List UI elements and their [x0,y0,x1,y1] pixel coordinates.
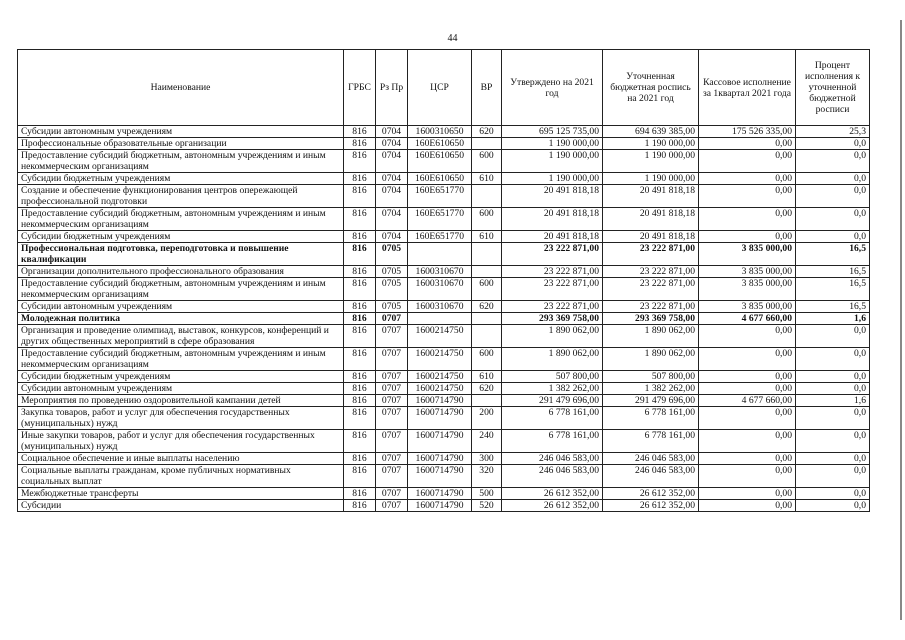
cell-csr: 1600714790 [408,395,472,407]
cell-approved: 23 222 871,00 [502,243,603,266]
cell-refined: 1 190 000,00 [603,138,699,150]
cell-refined: 20 491 818,18 [603,231,699,243]
cell-percent: 0,0 [796,500,870,512]
cell-percent: 0,0 [796,185,870,208]
cell-approved: 6 778 161,00 [502,407,603,430]
table-row [18,301,870,313]
cell-rzpr: 0707 [376,325,408,348]
cell-csr: 1600714790 [408,430,472,453]
cell-csr: 1600714790 [408,453,472,465]
cell-grbs: 816 [344,231,376,243]
cell-vr: 600 [472,208,502,231]
cell-cash: 0,00 [699,231,796,243]
cell-rzpr: 0704 [376,231,408,243]
table-row [18,465,870,488]
cell-cash: 0,00 [699,173,796,185]
cell-csr: 1600714790 [408,407,472,430]
cell-rzpr: 0707 [376,465,408,488]
cell-vr [472,313,502,325]
cell-csr: 1600310670 [408,301,472,313]
table-body [18,126,870,512]
cell-name: Организации дополнительного профессионального образования [18,266,344,278]
table-row [18,395,870,407]
cell-vr: 620 [472,383,502,395]
cell-cash: 3 835 000,00 [699,278,796,301]
cell-vr: 240 [472,430,502,453]
page-number: 44 [447,33,458,44]
cell-csr [408,313,472,325]
cell-percent: 0,0 [796,453,870,465]
cell-grbs: 816 [344,488,376,500]
cell-vr: 610 [472,231,502,243]
cell-vr: 620 [472,301,502,313]
cell-approved: 1 890 062,00 [502,325,603,348]
cell-vr [472,395,502,407]
cell-approved: 1 190 000,00 [502,173,603,185]
table-row [18,243,870,266]
table-row [18,430,870,453]
cell-vr: 600 [472,150,502,173]
cell-name: Мероприятия по проведению оздоровительной кампании детей [18,395,344,407]
table-row [18,266,870,278]
cell-name: Субсидии автономным учреждениям [18,383,344,395]
cell-vr: 610 [472,173,502,185]
cell-grbs: 816 [344,407,376,430]
cell-cash: 0,00 [699,348,796,371]
cell-grbs: 816 [344,371,376,383]
cell-csr: 1600214750 [408,348,472,371]
cell-csr: 1600310670 [408,278,472,301]
cell-name: Предоставление субсидий бюджетным, автономным учреждениям и иным некоммерческим организациям [18,348,344,371]
cell-cash: 0,00 [699,407,796,430]
cell-cash: 0,00 [699,430,796,453]
cell-percent: 0,0 [796,150,870,173]
cell-rzpr: 0705 [376,301,408,313]
cell-name: Профессиональные образовательные организации [18,138,344,150]
cell-rzpr: 0707 [376,383,408,395]
cell-grbs: 816 [344,383,376,395]
header-percent: Процент исполнения к уточненной бюджетной росписи [796,50,870,126]
cell-rzpr: 0707 [376,500,408,512]
cell-grbs: 816 [344,150,376,173]
cell-csr: 1600214750 [408,371,472,383]
cell-cash: 0,00 [699,383,796,395]
cell-grbs: 816 [344,325,376,348]
cell-approved: 20 491 818,18 [502,185,603,208]
table-row [18,231,870,243]
cell-name: Молодежная политика [18,313,344,325]
cell-refined: 6 778 161,00 [603,407,699,430]
cell-percent: 25,3 [796,126,870,138]
cell-refined: 23 222 871,00 [603,301,699,313]
table-row [18,453,870,465]
cell-grbs: 816 [344,313,376,325]
cell-percent: 0,0 [796,407,870,430]
cell-rzpr: 0707 [376,407,408,430]
cell-rzpr: 0707 [376,453,408,465]
header-name: Наименование [18,50,344,126]
cell-refined: 26 612 352,00 [603,488,699,500]
cell-vr: 200 [472,407,502,430]
cell-percent: 0,0 [796,488,870,500]
cell-vr: 620 [472,126,502,138]
cell-percent: 0,0 [796,325,870,348]
cell-approved: 1 190 000,00 [502,150,603,173]
cell-refined: 246 046 583,00 [603,465,699,488]
cell-refined: 23 222 871,00 [603,243,699,266]
cell-approved: 1 382 262,00 [502,383,603,395]
cell-csr: 1600214750 [408,383,472,395]
cell-csr: 160Е610650 [408,173,472,185]
cell-cash: 0,00 [699,453,796,465]
cell-percent: 0,0 [796,383,870,395]
cell-csr: 1600310670 [408,266,472,278]
cell-name: Предоставление субсидий бюджетным, автономным учреждениям и иным некоммерческим организациям [18,278,344,301]
cell-name: Иные закупки товаров, работ и услуг для обеспечения государственных (муниципальных) нужд [18,430,344,453]
cell-rzpr: 0707 [376,430,408,453]
cell-rzpr: 0704 [376,208,408,231]
cell-vr [472,266,502,278]
header-approved: Утверждено на 2021 год [502,50,603,126]
cell-approved: 246 046 583,00 [502,465,603,488]
cell-name: Социальные выплаты гражданам, кроме публичных нормативных социальных выплат [18,465,344,488]
header-grbs: ГРБС [344,50,376,126]
cell-grbs: 816 [344,465,376,488]
cell-cash: 0,00 [699,150,796,173]
table-row [18,371,870,383]
cell-csr: 1600714790 [408,465,472,488]
cell-refined: 1 190 000,00 [603,150,699,173]
cell-cash: 0,00 [699,208,796,231]
cell-csr: 160Е651770 [408,208,472,231]
cell-cash: 0,00 [699,371,796,383]
cell-name: Субсидии бюджетным учреждениям [18,173,344,185]
table-row [18,208,870,231]
cell-name: Субсидии автономным учреждениям [18,126,344,138]
cell-percent: 16,5 [796,266,870,278]
cell-csr: 160Е610650 [408,150,472,173]
cell-rzpr: 0704 [376,138,408,150]
cell-rzpr: 0704 [376,185,408,208]
cell-grbs: 816 [344,278,376,301]
table-row [18,138,870,150]
cell-name: Организация и проведение олимпиад, выставок, конкурсов, конференций и других общественных мероприятий в сфере образования [18,325,344,348]
cell-rzpr: 0707 [376,313,408,325]
cell-name: Предоставление субсидий бюджетным, автономным учреждениям и иным некоммерческим организациям [18,208,344,231]
cell-grbs: 816 [344,266,376,278]
cell-grbs: 816 [344,243,376,266]
cell-percent: 1,6 [796,395,870,407]
cell-cash: 0,00 [699,500,796,512]
cell-grbs: 816 [344,453,376,465]
cell-grbs: 816 [344,185,376,208]
table-row [18,500,870,512]
cell-rzpr: 0704 [376,126,408,138]
cell-rzpr: 0707 [376,395,408,407]
header-csr: ЦСР [408,50,472,126]
cell-percent: 0,0 [796,231,870,243]
cell-vr: 320 [472,465,502,488]
cell-refined: 694 639 385,00 [603,126,699,138]
budget-table [17,49,870,512]
header-refined: Уточненная бюджетная роспись на 2021 год [603,50,699,126]
cell-name: Субсидии бюджетным учреждениям [18,371,344,383]
cell-approved: 291 479 696,00 [502,395,603,407]
cell-refined: 20 491 818,18 [603,208,699,231]
cell-refined: 26 612 352,00 [603,500,699,512]
table-row [18,348,870,371]
cell-name: Субсидии автономным учреждениям [18,301,344,313]
cell-approved: 20 491 818,18 [502,231,603,243]
cell-name: Создание и обеспечение функционирования центров опережающей профессиональной подготовки [18,185,344,208]
cell-name: Предоставление субсидий бюджетным, автономным учреждениям и иным некоммерческим организациям [18,150,344,173]
cell-percent: 0,0 [796,173,870,185]
cell-cash: 3 835 000,00 [699,266,796,278]
cell-refined: 507 800,00 [603,371,699,383]
cell-refined: 1 890 062,00 [603,348,699,371]
cell-refined: 23 222 871,00 [603,278,699,301]
cell-approved: 1 190 000,00 [502,138,603,150]
cell-refined: 1 382 262,00 [603,383,699,395]
cell-name: Социальное обеспечение и иные выплаты населению [18,453,344,465]
cell-vr [472,243,502,266]
cell-approved: 20 491 818,18 [502,208,603,231]
cell-cash: 175 526 335,00 [699,126,796,138]
cell-rzpr: 0705 [376,266,408,278]
cell-percent: 0,0 [796,465,870,488]
cell-vr [472,325,502,348]
cell-csr: 160Е651770 [408,185,472,208]
table-row [18,488,870,500]
cell-csr: 1600310650 [408,126,472,138]
cell-cash: 3 835 000,00 [699,243,796,266]
cell-rzpr: 0707 [376,371,408,383]
cell-cash: 0,00 [699,488,796,500]
cell-approved: 6 778 161,00 [502,430,603,453]
cell-csr [408,243,472,266]
header-rzpr: Рз Пр [376,50,408,126]
cell-percent: 0,0 [796,348,870,371]
cell-approved: 246 046 583,00 [502,453,603,465]
cell-cash: 0,00 [699,325,796,348]
cell-vr: 500 [472,488,502,500]
cell-vr: 600 [472,278,502,301]
cell-cash: 0,00 [699,185,796,208]
cell-name: Закупка товаров, работ и услуг для обеспечения государственных (муниципальных) нужд [18,407,344,430]
cell-percent: 0,0 [796,138,870,150]
cell-refined: 20 491 818,18 [603,185,699,208]
cell-approved: 23 222 871,00 [502,278,603,301]
cell-cash: 3 835 000,00 [699,301,796,313]
header-row [18,50,870,126]
cell-approved: 23 222 871,00 [502,266,603,278]
cell-grbs: 816 [344,138,376,150]
cell-percent: 1,6 [796,313,870,325]
cell-percent: 16,5 [796,278,870,301]
cell-rzpr: 0705 [376,243,408,266]
table-row [18,278,870,301]
cell-percent: 0,0 [796,371,870,383]
table-row [18,173,870,185]
cell-refined: 293 369 758,00 [603,313,699,325]
cell-cash: 4 677 660,00 [699,313,796,325]
cell-grbs: 816 [344,173,376,185]
cell-rzpr: 0704 [376,173,408,185]
header-vr: ВР [472,50,502,126]
cell-approved: 507 800,00 [502,371,603,383]
table-row [18,325,870,348]
cell-rzpr: 0705 [376,278,408,301]
scan-edge-line [900,20,902,620]
cell-grbs: 816 [344,301,376,313]
table-row [18,126,870,138]
cell-csr: 1600714790 [408,488,472,500]
table-row [18,185,870,208]
cell-rzpr: 0704 [376,150,408,173]
cell-csr: 160Е610650 [408,138,472,150]
table-row [18,313,870,325]
cell-approved: 293 369 758,00 [502,313,603,325]
cell-refined: 291 479 696,00 [603,395,699,407]
cell-rzpr: 0707 [376,348,408,371]
cell-approved: 23 222 871,00 [502,301,603,313]
table-row [18,407,870,430]
cell-grbs: 816 [344,500,376,512]
cell-grbs: 816 [344,126,376,138]
cell-percent: 0,0 [796,430,870,453]
cell-name: Субсидии бюджетным учреждениям [18,231,344,243]
cell-percent: 16,5 [796,243,870,266]
table-row [18,383,870,395]
cell-approved: 695 125 735,00 [502,126,603,138]
cell-name: Субсидии [18,500,344,512]
cell-csr: 160Е651770 [408,231,472,243]
cell-cash: 0,00 [699,465,796,488]
cell-vr: 520 [472,500,502,512]
cell-approved: 1 890 062,00 [502,348,603,371]
cell-csr: 1600714790 [408,500,472,512]
cell-vr: 600 [472,348,502,371]
cell-refined: 6 778 161,00 [603,430,699,453]
cell-cash: 0,00 [699,138,796,150]
cell-grbs: 816 [344,348,376,371]
cell-vr: 300 [472,453,502,465]
cell-grbs: 816 [344,430,376,453]
cell-refined: 23 222 871,00 [603,266,699,278]
cell-approved: 26 612 352,00 [502,500,603,512]
cell-cash: 4 677 660,00 [699,395,796,407]
cell-rzpr: 0707 [376,488,408,500]
cell-refined: 1 190 000,00 [603,173,699,185]
cell-name: Профессиональная подготовка, переподготовка и повышение квалификации [18,243,344,266]
cell-csr: 1600214750 [408,325,472,348]
cell-refined: 1 890 062,00 [603,325,699,348]
cell-percent: 0,0 [796,208,870,231]
cell-vr: 610 [472,371,502,383]
cell-vr [472,185,502,208]
header-cash: Кассовое исполнение за 1квартал 2021 года [699,50,796,126]
cell-approved: 26 612 352,00 [502,488,603,500]
cell-refined: 246 046 583,00 [603,453,699,465]
cell-grbs: 816 [344,395,376,407]
table-row [18,150,870,173]
cell-vr [472,138,502,150]
cell-name: Межбюджетные трансферты [18,488,344,500]
cell-grbs: 816 [344,208,376,231]
cell-percent: 16,5 [796,301,870,313]
